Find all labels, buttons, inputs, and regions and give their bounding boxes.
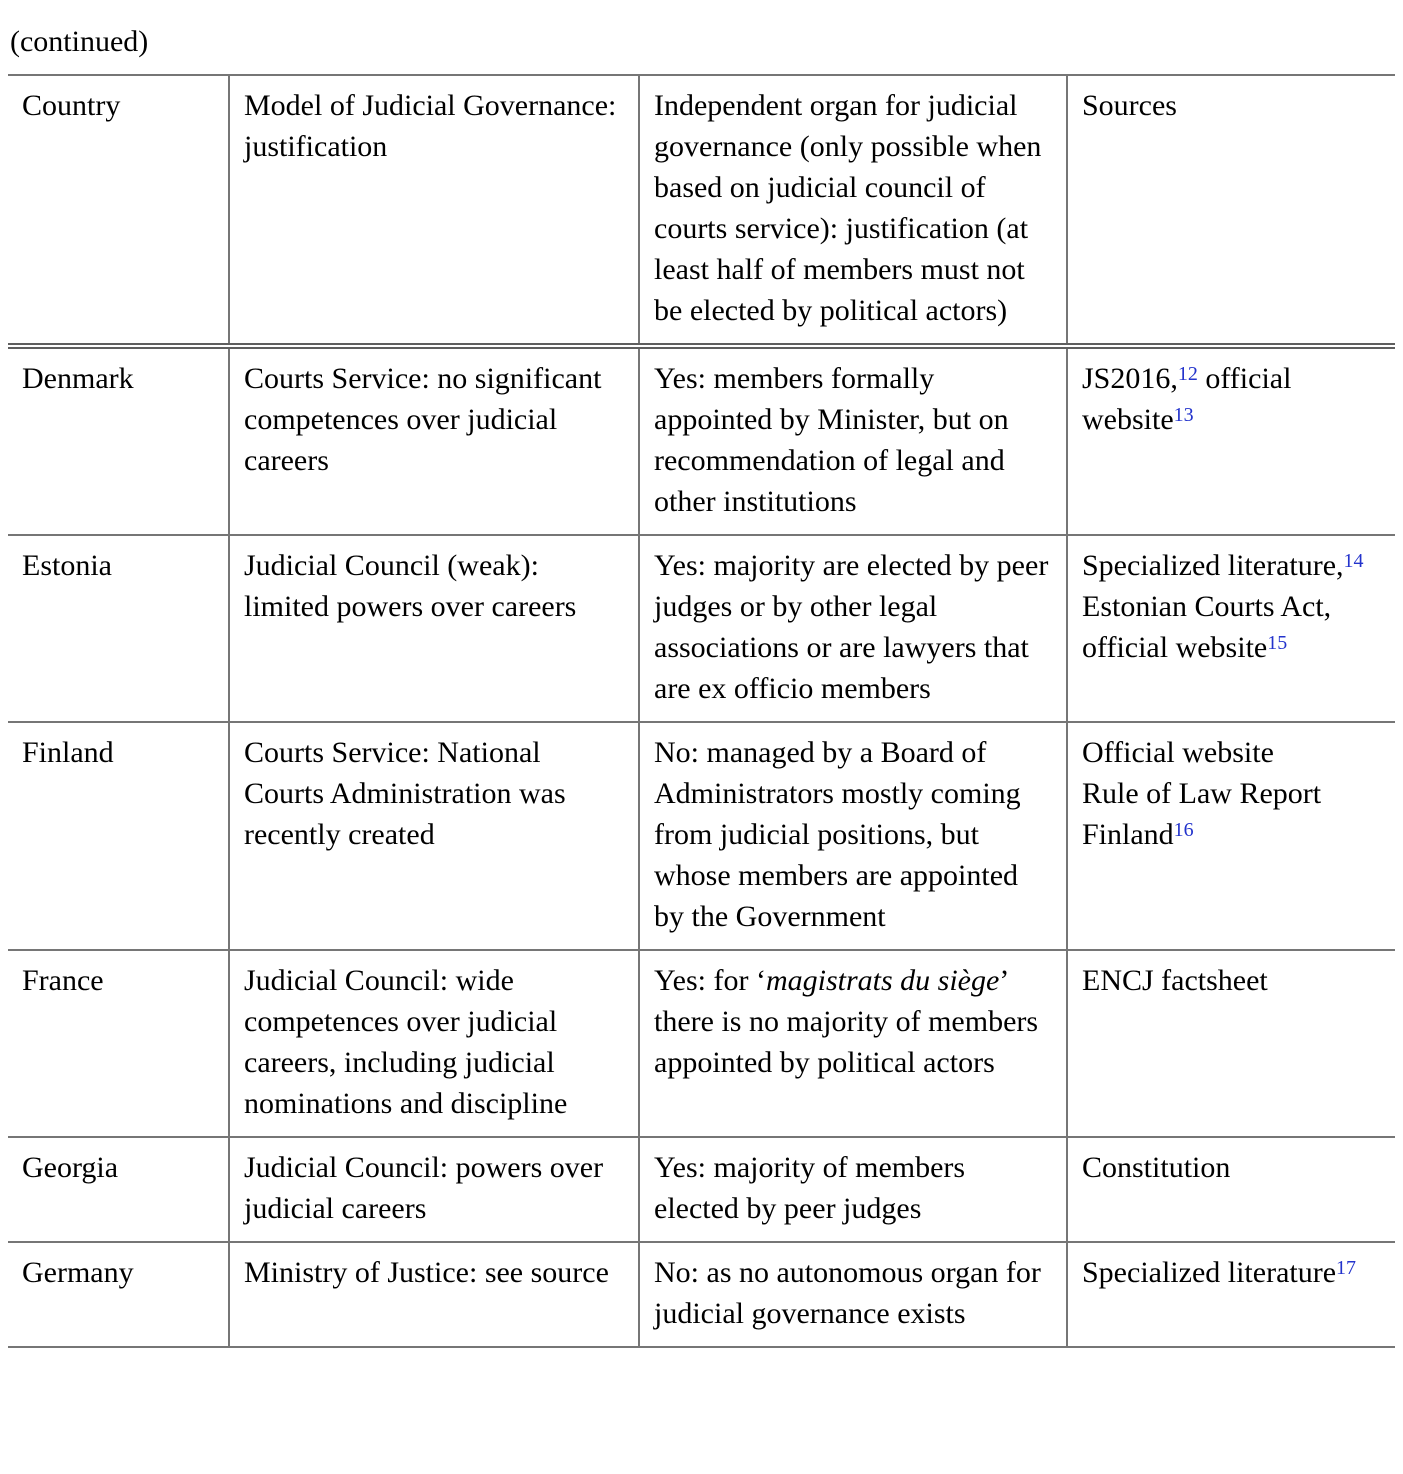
- text-segment: Specialized literature: [1082, 1256, 1337, 1289]
- cell-sources: [1067, 346, 1395, 535]
- cell-organ: No: as no autonomous organ for judicial governance exists: [639, 1242, 1067, 1347]
- cell-organ: Yes: majority are elected by peer judges or by other legal associations or are lawyers that are ex officio members: [639, 535, 1067, 722]
- cell-model: Judicial Council (weak): limited powers over careers: [229, 535, 639, 722]
- cell-organ: Yes: majority of members elected by peer judges: [639, 1137, 1067, 1242]
- col-header-sources: Sources: [1067, 75, 1395, 346]
- header-row: [8, 75, 1395, 346]
- text-segment: Yes: for ‘: [654, 964, 766, 997]
- cell-country: France: [8, 950, 229, 1137]
- table-row: [8, 346, 1395, 535]
- col-header-organ: Independent organ for judicial governance (only possible when based on judicial council of courts service): justification (at least half of members must not be elected by political actors): [639, 75, 1067, 346]
- footnote-ref[interactable]: 15: [1267, 631, 1288, 654]
- cell-sources: Constitution: [1067, 1137, 1395, 1242]
- cell-country: Germany: [8, 1242, 229, 1347]
- table-row: [8, 1242, 1395, 1347]
- footnote-ref[interactable]: 12: [1177, 362, 1198, 385]
- table-row: [8, 1137, 1395, 1242]
- continued-label: (continued): [10, 25, 149, 58]
- italic-text: magistrats du siège: [765, 964, 1000, 997]
- col-header-country: Country: [8, 75, 229, 346]
- table-body: [8, 346, 1395, 1347]
- cell-model: Judicial Council: powers over judicial careers: [229, 1137, 639, 1242]
- col-header-model: Model of Judicial Governance: justification: [229, 75, 639, 346]
- cell-country: Georgia: [8, 1137, 229, 1242]
- judicial-governance-table: [8, 74, 1395, 1348]
- cell-organ: [639, 950, 1067, 1137]
- cell-organ: Yes: members formally appointed by Minister, but on recommendation of legal and other institutions: [639, 346, 1067, 535]
- table-row: [8, 950, 1395, 1137]
- cell-organ: No: managed by a Board of Administrators mostly coming from judicial positions, but whose members are appointed by the Government: [639, 722, 1067, 950]
- text-segment: Estonian Courts Act, official website: [1082, 590, 1332, 664]
- table-row: [8, 722, 1395, 950]
- cell-sources: [1067, 535, 1395, 722]
- cell-model: Ministry of Justice: see source: [229, 1242, 639, 1347]
- cell-model: Courts Service: National Courts Administration was recently created: [229, 722, 639, 950]
- cell-sources: [1067, 1242, 1395, 1347]
- cell-country: Denmark: [8, 346, 229, 535]
- cell-country: Estonia: [8, 535, 229, 722]
- text-segment: Specialized literature,: [1082, 549, 1344, 582]
- text-segment: Rule of Law Report Finland: [1082, 777, 1322, 851]
- cell-model: Courts Service: no significant competences over judicial careers: [229, 346, 639, 535]
- text-segment: official website: [1082, 362, 1292, 436]
- text-segment: JS2016,: [1082, 362, 1178, 395]
- cell-country: Finland: [8, 722, 229, 950]
- footnote-ref[interactable]: 14: [1343, 549, 1364, 572]
- text-segment: ’ there is no majority of members appointed by political actors: [654, 964, 1039, 1079]
- footnote-ref[interactable]: 13: [1173, 403, 1194, 426]
- cell-sources: ENCJ factsheet: [1067, 950, 1395, 1137]
- text-segment: Official website: [1082, 736, 1274, 769]
- cell-model: Judicial Council: wide competences over judicial careers, including judicial nominations and discipline: [229, 950, 639, 1137]
- footnote-ref[interactable]: 17: [1336, 1256, 1357, 1279]
- footnote-ref[interactable]: 16: [1173, 818, 1194, 841]
- table-row: [8, 535, 1395, 722]
- cell-sources: [1067, 722, 1395, 950]
